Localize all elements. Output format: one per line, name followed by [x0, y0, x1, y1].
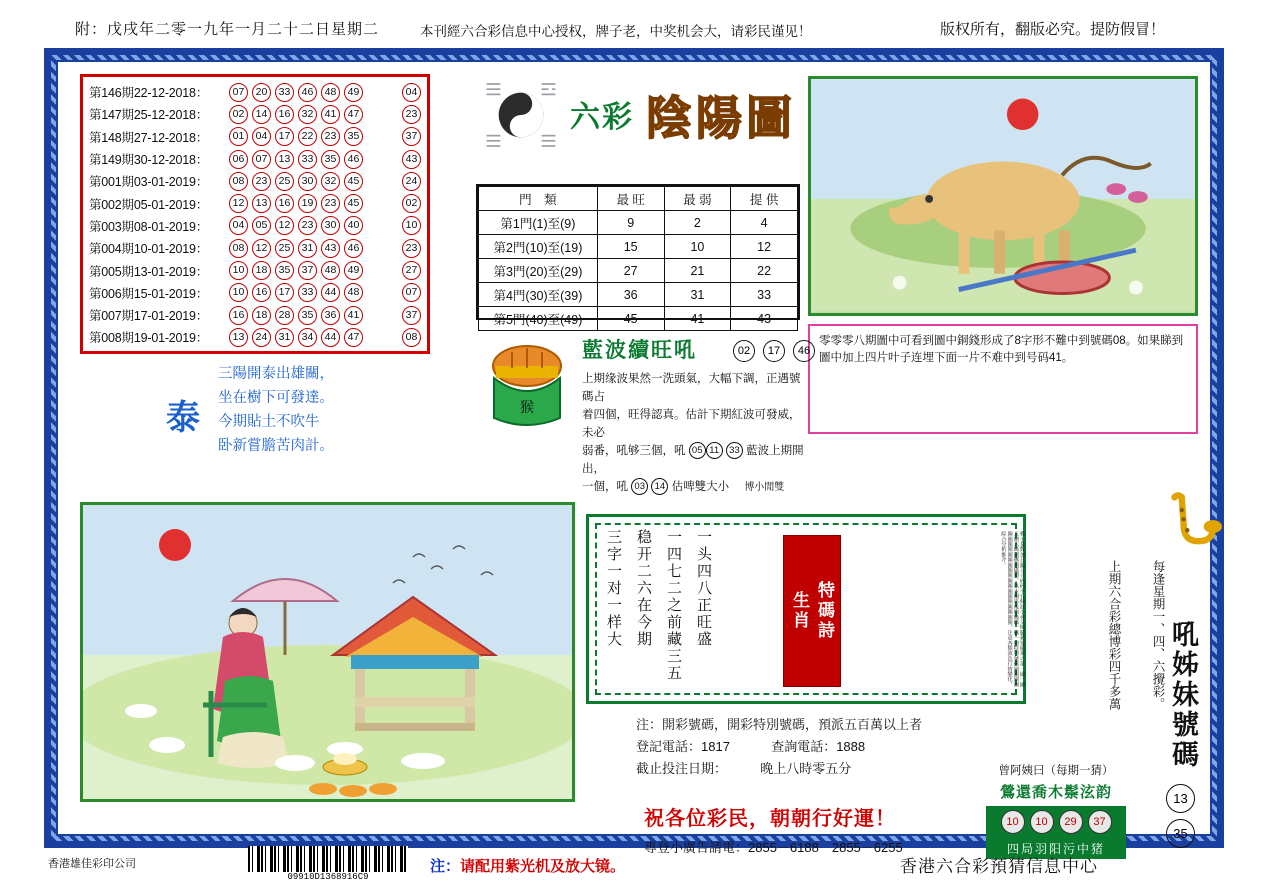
results-row-numbers	[229, 261, 396, 280]
door-table-row	[479, 307, 798, 331]
header-left-text: 附：戊戌年二零一九年一月二十二日星期二	[75, 21, 380, 38]
results-row	[89, 81, 421, 103]
result-ball: 47	[344, 328, 363, 347]
door-table-cell: 21	[664, 259, 731, 283]
page-header	[0, 18, 1268, 44]
inline-number-05: 05	[689, 442, 706, 459]
results-row-label: 第005期13-01-2019：	[89, 264, 209, 279]
results-row-label: 第147期25-12-2018：	[89, 108, 209, 123]
result-ball: 36	[321, 306, 340, 325]
result-ball: 05	[252, 216, 271, 235]
door-table-row	[479, 211, 798, 235]
results-row-numbers	[229, 172, 396, 191]
door-table-header-row	[479, 187, 798, 211]
result-special-ball: 23	[402, 239, 421, 258]
result-ball: 35	[298, 306, 317, 325]
results-row-label: 第006期15-01-2019：	[89, 286, 209, 301]
poem-column: 一头四八正旺盛	[695, 529, 712, 648]
right-column-block	[1107, 502, 1228, 822]
result-ball: 07	[252, 150, 271, 169]
result-special-ball: 08	[402, 328, 421, 347]
result-ball: 33	[298, 150, 317, 169]
bluewave-line-4: 一個，吼	[582, 481, 628, 493]
result-ball: 23	[252, 172, 271, 191]
result-ball: 18	[252, 306, 271, 325]
bluewave-block	[582, 334, 811, 497]
result-ball: 04	[252, 127, 271, 146]
red-seal-text-1: 生肖	[790, 591, 809, 631]
right-line-mid: 上期六合彩總博彩四千多萬	[1107, 560, 1121, 710]
result-ball: 44	[321, 283, 340, 302]
aunt-title: 曾阿姨曰（每期一猜）	[998, 765, 1114, 777]
results-row	[89, 259, 421, 281]
door-table-row	[479, 259, 798, 283]
result-ball: 48	[321, 83, 340, 102]
result-ball: 30	[298, 172, 317, 191]
result-ball: 16	[275, 105, 294, 124]
result-ball: 45	[344, 194, 363, 213]
result-ball: 48	[344, 283, 363, 302]
result-ball: 01	[229, 127, 248, 146]
aunt-number: 29	[1059, 810, 1083, 834]
results-row-label: 第149期30-12-2018：	[89, 153, 209, 168]
inline-number-11: 11	[706, 442, 723, 459]
result-ball: 33	[275, 83, 294, 102]
result-ball: 32	[321, 172, 340, 191]
results-table	[80, 74, 430, 354]
inline-number-03: 03	[631, 478, 648, 495]
result-ball: 32	[298, 105, 317, 124]
results-row	[89, 304, 421, 326]
door-table-cell: 第3門(20)至(29)	[479, 259, 598, 283]
result-ball: 13	[275, 150, 294, 169]
result-ball: 16	[252, 283, 271, 302]
result-ball: 18	[252, 261, 271, 280]
result-ball: 45	[344, 172, 363, 191]
bluewave-number: 02	[733, 340, 755, 362]
results-row-numbers	[229, 127, 396, 146]
bluewave-line-3b: 藍波上期開出，	[582, 445, 804, 475]
result-special-ball: 24	[402, 172, 421, 191]
result-ball: 13	[252, 194, 271, 213]
footer-right: 香港六合彩預猜信息中心	[900, 857, 1098, 876]
result-special-ball: 23	[402, 105, 421, 124]
result-ball: 16	[229, 306, 248, 325]
results-row-numbers	[229, 105, 396, 124]
result-ball: 10	[229, 283, 248, 302]
result-ball: 28	[275, 306, 294, 325]
pink-note-text: 零零零八期圖中可看到圖中銅錢形成了8字形不難中到號碼08。如果睇到圖中加上四片叶子连埋下面一片不难中到号码41。	[819, 335, 1184, 364]
result-ball: 16	[275, 194, 294, 213]
poem-column: 稳开二六在今期	[635, 529, 652, 648]
door-table-header: 最 弱	[664, 187, 731, 211]
results-row	[89, 237, 421, 259]
results-row-label: 第004期10-01-2019：	[89, 242, 209, 257]
aunt-number: 10	[1001, 810, 1025, 834]
tai-big-char: 泰	[166, 399, 200, 437]
results-row	[89, 103, 421, 125]
red-seal-text-2: 特碼詩	[815, 581, 834, 641]
results-row-numbers	[229, 283, 396, 302]
bluewave-number: 46	[793, 340, 815, 362]
bluewave-line-3: 弱番，吼够三個，吼	[582, 445, 686, 457]
door-table-cell: 27	[597, 259, 664, 283]
results-row-label: 第008期19-01-2019：	[89, 331, 209, 346]
results-row	[89, 326, 421, 348]
footer-note-text: 请配用紫光机及放大镜。	[460, 858, 626, 875]
door-table-cell: 22	[731, 259, 798, 283]
footer-note-label: 注：	[430, 858, 461, 875]
phone-label-1: 登記電話：	[636, 739, 702, 754]
result-ball: 49	[344, 83, 363, 102]
result-ball: 08	[229, 172, 248, 191]
door-table-cell: 33	[731, 283, 798, 307]
door-table-cell: 9	[597, 211, 664, 235]
door-table-cell: 36	[597, 283, 664, 307]
door-table-cell: 41	[664, 307, 731, 331]
ads-label: 專登小廣告請電：	[644, 840, 749, 855]
phone-value-2: 1888	[836, 739, 866, 754]
footer-note	[430, 855, 625, 876]
result-ball: 48	[321, 261, 340, 280]
bluewave-top-numbers	[733, 340, 815, 362]
result-ball: 46	[298, 83, 317, 102]
result-ball: 35	[321, 150, 340, 169]
results-row-numbers	[229, 328, 396, 347]
bluewave-number: 17	[763, 340, 785, 362]
door-table-cell: 10	[664, 235, 731, 259]
ads-value: 2855－6188 2855－6255	[748, 840, 903, 855]
door-table-cell: 4	[731, 211, 798, 235]
result-ball: 20	[252, 83, 271, 102]
door-table-cell: 第5門(40)至(49)	[479, 307, 598, 331]
tai-poem-block	[148, 362, 448, 522]
door-table-row	[479, 283, 798, 307]
micro-paragraph: 极小量数加日跟寻寻码码平台個波小會又斯腿新要圍素の第一圍一圍五圍六碼圍碼圍碼圍，以本期馬後炮碼碼一碼一圍特別號碼圍圍圍圍圍圍圍圍圍圍圍圍圍圍圍圍圍圍圍圍圍圍，注意各類波色行情變化，綜合分析推介。	[1000, 531, 1025, 687]
door-table-cell: 15	[597, 235, 664, 259]
door-table-header: 提 供	[731, 187, 798, 211]
wish-text: 祝各位彩民，朝朝行好運！	[644, 808, 896, 830]
result-ball: 37	[298, 261, 317, 280]
footer-left: 香港雄佳彩印公司	[48, 858, 136, 870]
result-ball: 24	[252, 328, 271, 347]
door-table	[476, 184, 800, 327]
result-special-ball: 02	[402, 194, 421, 213]
result-ball: 49	[344, 261, 363, 280]
door-table-cell: 第4門(30)至(39)	[479, 283, 598, 307]
aunt-number: 10	[1030, 810, 1054, 834]
result-ball: 47	[344, 105, 363, 124]
result-ball: 33	[298, 283, 317, 302]
result-ball: 13	[229, 328, 248, 347]
bluewave-line-2: 着四個，旺得認真。估計下期紅波可發威，未必	[582, 409, 801, 439]
door-table-cell: 12	[731, 235, 798, 259]
frame-inner	[56, 60, 1212, 856]
right-big-title: 吼姊妹號碼	[1168, 620, 1198, 770]
result-ball: 23	[298, 216, 317, 235]
special-code-poem-box	[586, 514, 1026, 704]
results-row-label: 第007期17-01-2019：	[89, 309, 209, 324]
yinyang-title-block	[478, 72, 808, 152]
decorative-frame	[44, 48, 1224, 856]
poem-column: 三字一对一样大	[605, 529, 622, 648]
door-table-cell: 2	[664, 211, 731, 235]
results-row	[89, 126, 421, 148]
bluewave-title: 藍波續旺吼	[582, 339, 697, 362]
barcode	[248, 846, 408, 882]
results-row-label: 第003期08-01-2019：	[89, 219, 209, 234]
door-table-cell: 第1門(1)至(9)	[479, 211, 598, 235]
header-right-text: 版权所有，翻版必究。提防假冒！	[940, 21, 1166, 38]
aunt-number: 37	[1088, 810, 1112, 834]
bluewave-line-1: 上期缘波果然一洗頭氣，大幅下調，正遇號碼占	[582, 373, 801, 403]
result-ball: 46	[344, 239, 363, 258]
results-row-numbers	[229, 216, 396, 235]
tai-poem-line: 坐在樹下可發達。	[218, 390, 334, 406]
door-table-cell: 31	[664, 283, 731, 307]
bluewave-body	[582, 370, 807, 497]
door-table-cell: 第2門(10)至(19)	[479, 235, 598, 259]
poem-column: 一四七二之前藏三五	[665, 529, 682, 682]
results-row	[89, 192, 421, 214]
result-special-ball: 37	[402, 306, 421, 325]
result-ball: 41	[321, 105, 340, 124]
results-row	[89, 170, 421, 192]
poem-inner	[595, 523, 1025, 695]
notes-line-1: 注：開彩號碼，開彩特別號碼，預派五百萬以上者	[636, 717, 923, 732]
door-table-header: 最 旺	[597, 187, 664, 211]
horse-illustration	[808, 76, 1198, 316]
barcode-number: 09910D1368916C9	[287, 872, 369, 882]
results-row-numbers	[229, 194, 396, 213]
result-ball: 12	[275, 216, 294, 235]
result-ball: 40	[344, 216, 363, 235]
red-seal	[783, 535, 841, 687]
results-row-label: 第001期03-01-2019：	[89, 175, 209, 190]
results-row	[89, 215, 421, 237]
result-ball: 25	[275, 172, 294, 191]
tai-poem-line: 今期貼土不吹牛	[218, 414, 320, 430]
bluewave-tail: 估啤雙大小	[671, 481, 730, 493]
door-table-cell: 45	[597, 307, 664, 331]
result-ball: 23	[321, 194, 340, 213]
inline-number-14: 14	[651, 478, 668, 495]
tai-poem-lines	[218, 362, 334, 458]
results-row-numbers	[229, 83, 396, 102]
aunt-poem: 鶯還喬木鬃泫韵	[999, 784, 1112, 801]
ads-line	[644, 837, 903, 856]
result-ball: 17	[275, 283, 294, 302]
result-ball: 35	[275, 261, 294, 280]
result-ball: 23	[321, 127, 340, 146]
deadline-value: 晚上八時零五分	[760, 761, 852, 776]
results-row-numbers	[229, 239, 396, 258]
result-ball: 10	[229, 261, 248, 280]
results-row-label: 第148期27-12-2018：	[89, 130, 209, 145]
results-row-label: 第002期05-01-2019：	[89, 197, 209, 212]
result-ball: 04	[229, 216, 248, 235]
result-special-ball: 37	[402, 127, 421, 146]
header-center-text: 本刊經六合彩信息中心授权，牌子老，中奖机会大，请彩民谨见！	[420, 24, 812, 39]
right-balls	[1166, 784, 1195, 854]
tai-poem-line: 三陽開泰出雄關，	[218, 366, 334, 382]
tai-poem-line: 卧新嘗膽苦肉計。	[218, 438, 334, 454]
result-special-ball: 04	[402, 83, 421, 102]
yinyang-small-title: 六彩	[570, 101, 634, 134]
door-table-cell: 43	[731, 307, 798, 331]
result-ball: 41	[344, 306, 363, 325]
result-ball: 19	[298, 194, 317, 213]
result-ball: 22	[298, 127, 317, 146]
result-ball: 31	[275, 328, 294, 347]
result-ball: 02	[229, 105, 248, 124]
results-row	[89, 282, 421, 304]
inline-number-33: 33	[726, 442, 743, 459]
bluewave-signature: 博小閒雙	[744, 482, 785, 493]
aunt-numbers	[986, 806, 1126, 838]
result-ball: 12	[229, 194, 248, 213]
yinyang-big-title: 陰陽圖	[646, 92, 796, 144]
result-ball: 44	[321, 328, 340, 347]
result-special-ball: 07	[402, 283, 421, 302]
result-ball: 43	[321, 239, 340, 258]
result-ball: 25	[275, 239, 294, 258]
door-table-row	[479, 235, 798, 259]
result-ball: 17	[275, 127, 294, 146]
result-ball: 31	[298, 239, 317, 258]
taiji-icon	[478, 72, 564, 158]
result-ball: 35	[344, 127, 363, 146]
results-row-label: 第146期22-12-2018：	[89, 86, 209, 101]
lady-illustration	[80, 502, 575, 802]
result-ball: 12	[252, 239, 271, 258]
phone-value-1: 1817	[701, 739, 730, 754]
result-ball: 07	[229, 83, 248, 102]
monkey-label: 猴	[520, 399, 534, 415]
result-ball: 06	[229, 150, 248, 169]
aunt-guess-box	[986, 762, 1126, 859]
aunt-bottom-text: 四局羽阳污中猪	[986, 838, 1126, 859]
result-ball: 14	[252, 105, 271, 124]
result-special-ball: 27	[402, 261, 421, 280]
right-ball: 13	[1166, 784, 1195, 813]
door-table-header: 門 類	[479, 187, 598, 211]
phone-label-2: 查詢電話：	[771, 739, 837, 754]
result-special-ball: 10	[402, 216, 421, 235]
barcode-bars	[248, 846, 408, 872]
saxophone-icon	[1158, 490, 1222, 554]
result-ball: 30	[321, 216, 340, 235]
result-special-ball: 43	[402, 150, 421, 169]
results-row	[89, 148, 421, 170]
result-ball: 46	[344, 150, 363, 169]
pink-note-box	[808, 324, 1198, 434]
results-row-numbers	[229, 150, 396, 169]
right-ball: 35	[1166, 819, 1195, 848]
monkey-illustration	[482, 334, 572, 444]
result-ball: 34	[298, 328, 317, 347]
deadline-label: 截止投注日期：	[636, 761, 728, 776]
right-line-top: 每逢星期一、四、六攪彩。	[1151, 560, 1165, 710]
results-row-numbers	[229, 306, 396, 325]
result-ball: 08	[229, 239, 248, 258]
